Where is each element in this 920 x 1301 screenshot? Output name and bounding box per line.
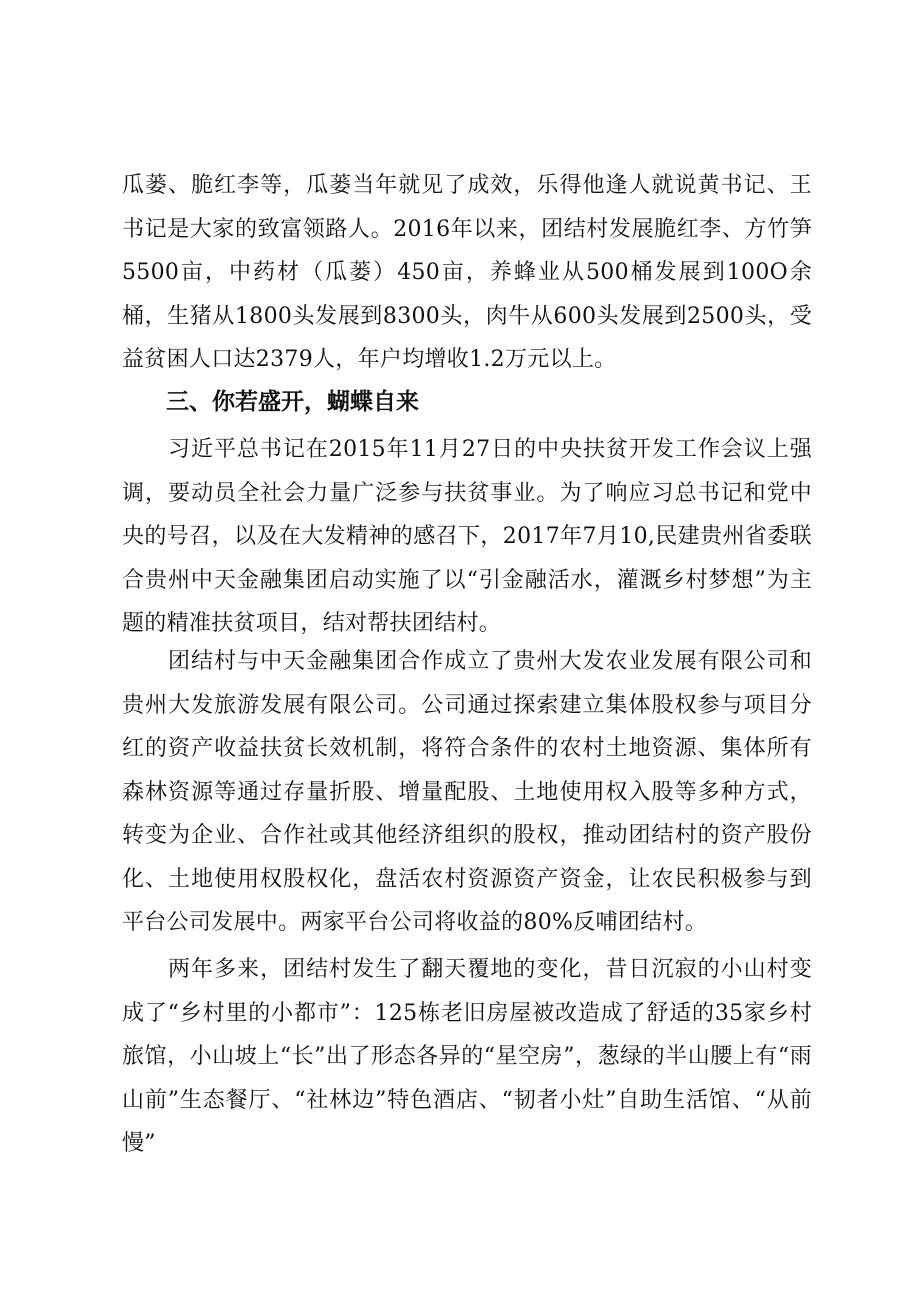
paragraph-changes: 两年多来，团结村发生了翻天覆地的变化，昔日沉寂的小山村变成了“乡村里的小都市”：125栋老旧房屋被改造成了舒适的35家乡村旅馆，小山坡上“长”出了形态各异的“星空房”，葱绿的半山腰上有“雨山前”生态餐厅、“社林边”特色酒店、“韧者小灶”自助生活馆、“从前慢” <box>122 957 812 1156</box>
paragraph-company: 团结村与中天金融集团合作成立了贵州大发农业发展有限公司和贵州大发旅游发展有限公司。公司通过探索建立集体股权参与项目分红的资产收益扶贫长效机制，将符合条件的农村土地资源、集体所有森林资源等通过存量折股、增量配股、土地使用权入股等多种方式，转变为企业、合作社或其他经济组织的股权，推动团结村的资产股份化、土地使用权股权化，盘活农村资源资产资金，让农民积极参与到平台公司发展中。两家平台公司将收益的80%反哺团结村。 <box>122 649 812 935</box>
paragraph-continuation: 瓜蒌、脆红李等，瓜蒌当年就见了成效，乐得他逢人就说黄书记、王书记是大家的致富领路人。2016年以来，团结村发展脆红李、方竹笋5500亩，中药材（瓜蒌）450亩，养蜂业从500桶发展到100O余桶，生猪从1800头发展到8300头，肉牛从600头发展到2500头，受益贫困人口达2379人，年户均增收1.2万元以上。 <box>122 173 812 372</box>
section-heading: 三、你若盛开，蝴蝶自来 <box>166 389 419 415</box>
paragraph-speech: 习近平总书记在2015年11月27日的中央扶贫开发工作会议上强调，要动员全社会力量广泛参与扶贫事业。为了响应习总书记和党中央的号召，以及在大发精神的感召下，2017年7月10,民建贵州省委联合贵州中天金融集团启动实施了以“引金融活水，灌溉乡村梦想”为主题的精准扶贫项目，结对帮扶团结村。 <box>122 437 812 636</box>
